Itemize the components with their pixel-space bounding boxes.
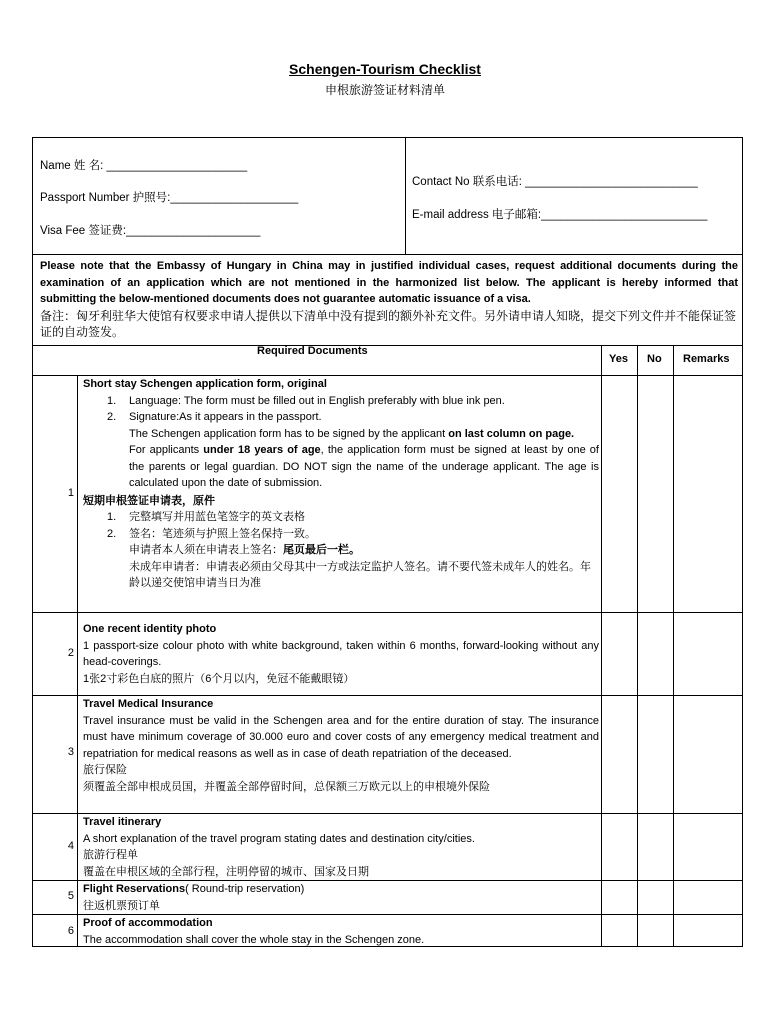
row-number: 5 [67, 890, 74, 902]
row-divider-1 [32, 612, 743, 613]
row-number: 2 [67, 647, 74, 659]
remarks-header: Remarks [683, 353, 730, 365]
document-description-zh: 往返机票预订单 [83, 899, 160, 912]
row-4-content [83, 814, 599, 880]
name-field[interactable]: Name 姓 名: ______________________ [40, 160, 248, 172]
document-title: Proof of accommodation [83, 917, 213, 929]
row-number: 1 [67, 487, 74, 499]
document-title: Travel itinerary [83, 816, 162, 828]
minor-note: For applicants under 18 years of age, the application form must be signed at least by one of the parents or legal guardian. DO NOT sign the name of the underage applicant. The age is calculated upon the date of submission. [129, 444, 599, 489]
email-field[interactable]: E-mail address 电子邮箱:__________________________ [412, 209, 708, 221]
minor-note-zh: 未成年申请者：申请表必须由父母其中一方或法定监护人签名。请不要代签未成年人的姓名。年龄以递交使馆申请当日为准 [129, 560, 591, 589]
document-description: A short explanation of the travel program stating dates and destination city/cities. [83, 832, 475, 845]
row-5-content [83, 881, 599, 914]
page-subtitle: 申根旅游签证材料清单 [324, 83, 445, 97]
required-documents-header: Required Documents [257, 345, 368, 357]
document-description-zh: 1张2寸彩色白底的照片（6个月以内，免冠不能戴眼镜） [83, 672, 355, 685]
document-description: 1 passport-size colour photo with white background, taken within 6 months, forward-looking without any head-coverings. [83, 639, 599, 668]
signature-note-zh: 申请者本人须在申请表上签名：尾页最后一栏。 [129, 544, 360, 556]
number-column-divider [77, 375, 78, 947]
document-title: Flight Reservations [83, 883, 186, 895]
document-title: One recent identity photo [83, 623, 217, 635]
row-number: 6 [67, 925, 74, 937]
signature-note: The Schengen application form has to be signed by the applicant on last column on page. [129, 427, 575, 440]
list-item: 1. Language: The form must be filled out in English preferably with blue ink pen. [107, 394, 505, 407]
document-description: The accommodation shall cover the whole stay in the Schengen zone. [83, 933, 425, 946]
yes-header: Yes [609, 353, 628, 365]
list-item: 2. 签名：笔迹须与护照上签名保持一致。 [107, 527, 316, 540]
row-number: 3 [67, 746, 74, 758]
list-item: 1. 完整填写并用蓝色笔签字的英文表格 [107, 511, 305, 523]
row-2-content [83, 621, 599, 687]
notice-chinese: 备注：匈牙利驻华大使馆有权要求申请人提供以下清单中没有提到的额外补充文件。另外请申请人知晓，提交下列文件并不能保证签证的自动签发。 [40, 308, 737, 339]
document-description: Travel insurance must be valid in the Schengen area and for the entire duration of stay. The insurance must have minimum coverage of 30.000 euro and cover costs of any emergency medical treatment and repatriation for medical reasons as well as in case of death repatriation of the deceased. [83, 714, 599, 760]
no-column-divider [637, 345, 638, 947]
visa-fee-field[interactable]: Visa Fee 签证费:_____________________ [40, 225, 261, 237]
list-item: 2. Signature:As it appears in the passport. [107, 411, 322, 423]
row-3-content [83, 696, 599, 795]
row-number: 4 [67, 840, 74, 852]
no-header: No [647, 353, 662, 365]
contact-number-field[interactable]: Contact No 联系电话: ___________________________ [412, 176, 698, 188]
notice-english: Please note that the Embassy of Hungary in China may in justified individual cases, request additional documents during the examination of an application which are not mentioned in the harmonized list below. The applicant is hereby informed that submitting the below-mentioned documents does not guarantee automatic issuance of a visa. [40, 260, 738, 305]
page-title: Schengen-Tourism Checklist [289, 61, 481, 77]
yes-column-divider [601, 345, 602, 947]
notice [40, 258, 738, 341]
document-title: Short stay Schengen application form, original [83, 378, 327, 390]
row-1-content [83, 376, 599, 592]
document-description-zh: 须覆盖全部申根成员国，并覆盖全部停留时间，总保额三万欧元以上的申根境外保险 [83, 780, 490, 793]
remarks-column-divider [673, 345, 674, 947]
passport-number-field[interactable]: Passport Number 护照号:____________________ [40, 192, 299, 204]
document-description-zh: 覆盖在申根区域的全部行程，注明停留的城市、国家及日期 [83, 865, 369, 878]
document-title-extra: ( Round-trip reservation) [185, 883, 305, 895]
row-6-content [83, 915, 599, 948]
document-title: Travel Medical Insurance [83, 698, 214, 710]
document-title-zh: 旅行保险 [83, 764, 127, 776]
document-title-zh: 短期申根签证申请表，原件 [83, 494, 215, 507]
document-title-zh: 旅游行程单 [83, 849, 138, 861]
applicant-info-divider [405, 137, 406, 255]
